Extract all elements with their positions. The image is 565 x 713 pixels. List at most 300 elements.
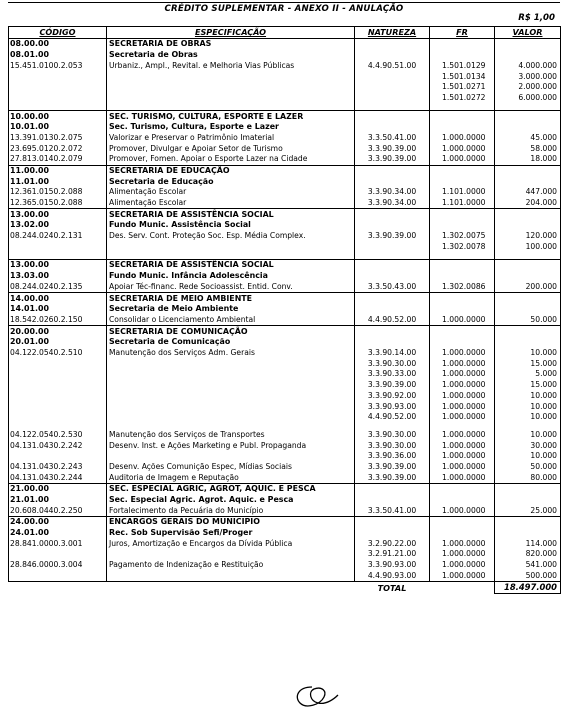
column-header-valor: VALOR: [495, 27, 561, 39]
row-fr: 1.000.0000: [430, 143, 495, 154]
table-row: [9, 390, 561, 401]
row-code: 20.01.00: [9, 337, 107, 348]
row-natureza: [355, 209, 430, 220]
row-spec: Fundo Munic. Assistência Social: [107, 220, 355, 231]
table-row: [9, 60, 561, 71]
row-fr: 1.000.0000: [430, 390, 495, 401]
row-natureza: 4.4.90.52.00: [355, 412, 430, 423]
row-natureza: 3.3.90.30.00: [355, 440, 430, 451]
row-fr: [430, 111, 495, 122]
row-natureza: [355, 176, 430, 187]
table-row: [9, 538, 561, 549]
total-row: [9, 582, 561, 594]
row-spec: Secretaria de Educação: [107, 176, 355, 187]
row-spec: Manutenção dos Serviços de Transportes: [107, 429, 355, 440]
table-row: [9, 422, 561, 429]
row-natureza: 3.3.90.93.00: [355, 401, 430, 412]
row-spec: SECRETARIA DE ASSISTÊNCIA SOCIAL: [107, 260, 355, 271]
row-valor: 30.000: [495, 440, 561, 451]
table-row: [9, 337, 561, 348]
row-spec: [107, 412, 355, 423]
row-spec: Promover, Divulgar e Apoiar Setor de Turismo: [107, 143, 355, 154]
row-code: [9, 412, 107, 423]
row-code: [9, 549, 107, 560]
row-natureza: [355, 516, 430, 527]
row-code: 08.00.00: [9, 39, 107, 50]
row-valor: 10.000: [495, 429, 561, 440]
row-natureza: 3.3.90.30.00: [355, 358, 430, 369]
row-code: 13.00.00: [9, 260, 107, 271]
table-row: [9, 50, 561, 61]
signature-mark: [290, 683, 340, 711]
row-natureza: [355, 82, 430, 93]
row-spec: Fundo Munic. Infância Adolescência: [107, 271, 355, 282]
row-code: 21.00.00: [9, 483, 107, 494]
table-row: [9, 516, 561, 527]
row-code: 24.00.00: [9, 516, 107, 527]
row-fr: 1.000.0000: [430, 315, 495, 326]
row-code: 08.01.00: [9, 50, 107, 61]
row-natureza: [355, 422, 430, 429]
table-header-row: [9, 27, 561, 39]
table-row: [9, 103, 561, 111]
row-fr: 1.101.0000: [430, 198, 495, 209]
row-fr: 1.000.0000: [430, 369, 495, 380]
row-natureza: 4.4.90.51.00: [355, 60, 430, 71]
row-spec: Consolidar o Licenciamento Ambiental: [107, 315, 355, 326]
column-header-natureza: NATUREZA: [355, 27, 430, 39]
row-code: 10.00.00: [9, 111, 107, 122]
row-spec: [107, 82, 355, 93]
row-valor: [495, 293, 561, 304]
row-valor: 204.000: [495, 198, 561, 209]
row-code: [9, 401, 107, 412]
row-valor: 10.000: [495, 401, 561, 412]
table-row: [9, 82, 561, 93]
row-natureza: [355, 39, 430, 50]
row-fr: 1.000.0000: [430, 451, 495, 462]
table-row: [9, 472, 561, 483]
row-code: 11.00.00: [9, 165, 107, 176]
row-valor: 120.000: [495, 231, 561, 242]
row-valor: [495, 271, 561, 282]
row-valor: 200.000: [495, 281, 561, 292]
row-code: [9, 380, 107, 391]
row-spec: Rec. Sob Supervisão Sefi/Proger: [107, 528, 355, 539]
column-header-especificacao: ESPECIFICAÇÃO: [107, 27, 355, 39]
row-code: 13.391.0130.2.075: [9, 133, 107, 144]
row-fr: [430, 209, 495, 220]
row-code: [9, 252, 107, 260]
row-natureza: 3.3.90.39.00: [355, 231, 430, 242]
table-row: [9, 231, 561, 242]
row-code: [9, 570, 107, 581]
row-natureza: 3.2.91.21.00: [355, 549, 430, 560]
row-spec: [107, 401, 355, 412]
row-fr: [430, 165, 495, 176]
table-row: [9, 560, 561, 571]
row-natureza: 3.3.90.39.00: [355, 154, 430, 165]
row-valor: [495, 122, 561, 133]
row-spec: [107, 390, 355, 401]
row-valor: 58.000: [495, 143, 561, 154]
table-row: [9, 505, 561, 516]
row-spec: [107, 451, 355, 462]
table-row: [9, 348, 561, 359]
table-row: [9, 260, 561, 271]
row-spec: SECRETARIA DE OBRAS: [107, 39, 355, 50]
row-natureza: [355, 92, 430, 103]
row-fr: [430, 50, 495, 61]
row-valor: 6.000.000: [495, 92, 561, 103]
row-valor: 114.000: [495, 538, 561, 549]
row-code: 13.03.00: [9, 271, 107, 282]
row-valor: [495, 260, 561, 271]
table-row: [9, 429, 561, 440]
row-spec: Auditoria de Imagem e Reputação: [107, 472, 355, 483]
table-row: [9, 528, 561, 539]
row-natureza: [355, 111, 430, 122]
row-spec: Urbaniz., Ampl., Revital. e Melhoria Vias Públicas: [107, 60, 355, 71]
row-natureza: 4.4.90.52.00: [355, 315, 430, 326]
row-spec: Desenv. Inst. e Ações Marketing e Publ. Propaganda: [107, 440, 355, 451]
row-fr: 1.302.0086: [430, 281, 495, 292]
row-fr: 1.000.0000: [430, 440, 495, 451]
row-valor: [495, 304, 561, 315]
table-row: [9, 220, 561, 231]
row-fr: 1.000.0000: [430, 570, 495, 581]
row-natureza: 3.3.50.43.00: [355, 281, 430, 292]
row-code: [9, 71, 107, 82]
currency-unit: R$ 1,00: [518, 13, 555, 23]
row-spec: ENCARGOS GERAIS DO MUNICIPIO: [107, 516, 355, 527]
row-fr: 1.000.0000: [430, 538, 495, 549]
column-header-codigo: CÓDIGO: [9, 27, 107, 39]
row-fr: [430, 516, 495, 527]
table-row: [9, 176, 561, 187]
row-code: 23.695.0120.2.072: [9, 143, 107, 154]
row-valor: [495, 483, 561, 494]
table-row: [9, 380, 561, 391]
row-valor: [495, 111, 561, 122]
row-code: 04.131.0430.2.243: [9, 461, 107, 472]
row-valor: [495, 326, 561, 337]
row-fr: 1.000.0000: [430, 461, 495, 472]
table-row: [9, 293, 561, 304]
row-fr: 1.000.0000: [430, 154, 495, 165]
budget-table: [8, 26, 561, 594]
row-fr: 1.000.0000: [430, 560, 495, 571]
row-natureza: [355, 50, 430, 61]
row-code: 11.01.00: [9, 176, 107, 187]
row-spec: [107, 103, 355, 111]
table-row: [9, 241, 561, 252]
row-fr: [430, 39, 495, 50]
row-fr: 1.000.0000: [430, 348, 495, 359]
row-natureza: 3.3.90.39.00: [355, 472, 430, 483]
row-natureza: 3.3.90.34.00: [355, 198, 430, 209]
row-fr: 1.000.0000: [430, 133, 495, 144]
column-header-fr: FR: [430, 27, 495, 39]
row-code: 04.122.0540.2.530: [9, 429, 107, 440]
table-row: [9, 483, 561, 494]
row-spec: [107, 241, 355, 252]
row-valor: 10.000: [495, 451, 561, 462]
row-fr: 1.000.0000: [430, 380, 495, 391]
row-natureza: [355, 165, 430, 176]
row-natureza: 3.3.90.30.00: [355, 429, 430, 440]
row-fr: [430, 337, 495, 348]
row-spec: SEC. TURISMO, CULTURA, ESPORTE E LAZER: [107, 111, 355, 122]
row-spec: [107, 380, 355, 391]
row-spec: SEC. ESPECIAL AGRIC, AGROT, AQUIC. E PESCA: [107, 483, 355, 494]
table-row: [9, 209, 561, 220]
row-natureza: [355, 71, 430, 82]
row-valor: 80.000: [495, 472, 561, 483]
row-fr: 1.501.0129: [430, 60, 495, 71]
row-code: 13.02.00: [9, 220, 107, 231]
row-natureza: 3.3.50.41.00: [355, 133, 430, 144]
row-fr: [430, 260, 495, 271]
row-natureza: [355, 122, 430, 133]
row-code: 13.00.00: [9, 209, 107, 220]
row-code: [9, 103, 107, 111]
document-title: CRÉDITO SUPLEMENTAR - ANEXO II - ANULAÇÃO: [8, 2, 560, 16]
row-code: [9, 241, 107, 252]
row-valor: 50.000: [495, 461, 561, 472]
total-label: TOTAL: [377, 582, 407, 593]
row-code: 14.00.00: [9, 293, 107, 304]
row-spec: Alimentação Escolar: [107, 187, 355, 198]
row-code: 12.365.0150.2.088: [9, 198, 107, 209]
row-valor: [495, 516, 561, 527]
row-code: 14.01.00: [9, 304, 107, 315]
row-spec: SECRETARIA DE MEIO AMBIENTE: [107, 293, 355, 304]
total-value: 18.497.000: [495, 582, 561, 594]
table-row: [9, 304, 561, 315]
row-natureza: 3.3.90.39.00: [355, 380, 430, 391]
row-code: 08.244.0240.2.135: [9, 281, 107, 292]
table-row: [9, 451, 561, 462]
row-natureza: [355, 495, 430, 506]
table-row: [9, 570, 561, 581]
row-natureza: 3.3.50.41.00: [355, 505, 430, 516]
row-fr: [430, 326, 495, 337]
row-fr: 1.000.0000: [430, 549, 495, 560]
row-valor: [495, 176, 561, 187]
row-natureza: [355, 528, 430, 539]
row-code: 04.131.0430.2.242: [9, 440, 107, 451]
row-code: 15.451.0100.2.053: [9, 60, 107, 71]
row-spec: SECRETARIA DE ASSISTÊNCIA SOCIAL: [107, 209, 355, 220]
row-fr: [430, 528, 495, 539]
row-fr: 1.000.0000: [430, 429, 495, 440]
table-row: [9, 440, 561, 451]
row-valor: [495, 103, 561, 111]
row-code: [9, 82, 107, 93]
row-valor: 50.000: [495, 315, 561, 326]
row-code: 28.841.0000.3.001: [9, 538, 107, 549]
table-row: [9, 154, 561, 165]
row-spec: Desenv. Ações Comunição Espec, Mídias Sociais: [107, 461, 355, 472]
row-fr: [430, 422, 495, 429]
table-row: [9, 369, 561, 380]
row-valor: [495, 495, 561, 506]
row-valor: [495, 39, 561, 50]
row-code: [9, 390, 107, 401]
row-spec: SECRETARIA DE COMUNICAÇÃO: [107, 326, 355, 337]
row-valor: [495, 337, 561, 348]
row-code: 27.813.0140.2.079: [9, 154, 107, 165]
table-row: [9, 549, 561, 560]
row-spec: [107, 71, 355, 82]
table-row: [9, 92, 561, 103]
row-fr: [430, 271, 495, 282]
table-row: [9, 39, 561, 50]
table-row: [9, 326, 561, 337]
row-valor: 5.000: [495, 369, 561, 380]
row-fr: 1.101.0000: [430, 187, 495, 198]
row-natureza: [355, 241, 430, 252]
row-natureza: 3.3.90.14.00: [355, 348, 430, 359]
row-natureza: [355, 326, 430, 337]
table-row: [9, 495, 561, 506]
row-fr: [430, 176, 495, 187]
row-code: [9, 451, 107, 462]
row-code: 04.131.0430.2.244: [9, 472, 107, 483]
row-spec: Valorizar e Preservar o Patrimônio Imaterial: [107, 133, 355, 144]
row-valor: 25.000: [495, 505, 561, 516]
row-fr: 1.000.0000: [430, 505, 495, 516]
row-spec: Promover, Fomen. Apoiar o Esporte Lazer na Cidade: [107, 154, 355, 165]
row-valor: 15.000: [495, 380, 561, 391]
row-natureza: 3.3.90.39.00: [355, 143, 430, 154]
row-spec: Fortalecimento da Pecuária do Município: [107, 505, 355, 516]
row-code: [9, 422, 107, 429]
row-fr: [430, 304, 495, 315]
row-spec: [107, 358, 355, 369]
row-valor: [495, 220, 561, 231]
row-valor: 3.000.000: [495, 71, 561, 82]
row-fr: [430, 483, 495, 494]
row-valor: [495, 209, 561, 220]
row-fr: 1.501.0271: [430, 82, 495, 93]
row-valor: [495, 422, 561, 429]
row-valor: 45.000: [495, 133, 561, 144]
table-row: [9, 122, 561, 133]
row-natureza: 3.3.90.39.00: [355, 461, 430, 472]
row-code: 20.00.00: [9, 326, 107, 337]
row-natureza: [355, 271, 430, 282]
row-fr: [430, 103, 495, 111]
table-row: [9, 358, 561, 369]
row-fr: 1.302.0078: [430, 241, 495, 252]
row-code: 04.122.0540.2.510: [9, 348, 107, 359]
row-code: [9, 358, 107, 369]
table-row: [9, 111, 561, 122]
row-code: 24.01.00: [9, 528, 107, 539]
row-code: 20.608.0440.2.250: [9, 505, 107, 516]
row-fr: 1.302.0075: [430, 231, 495, 242]
row-spec: Pagamento de Indenização e Restituição: [107, 560, 355, 571]
row-valor: [495, 252, 561, 260]
table-row: [9, 461, 561, 472]
row-spec: Secretaria de Comunicação: [107, 337, 355, 348]
row-natureza: 3.3.90.34.00: [355, 187, 430, 198]
table-row: [9, 252, 561, 260]
row-natureza: 4.4.90.93.00: [355, 570, 430, 581]
row-valor: 15.000: [495, 358, 561, 369]
row-valor: 820.000: [495, 549, 561, 560]
row-valor: 10.000: [495, 412, 561, 423]
row-natureza: [355, 220, 430, 231]
row-fr: 1.000.0000: [430, 401, 495, 412]
row-spec: SECRETARIA DE EDUCAÇÃO: [107, 165, 355, 176]
row-natureza: 3.2.90.22.00: [355, 538, 430, 549]
row-code: 08.244.0240.2.131: [9, 231, 107, 242]
table-row: [9, 412, 561, 423]
row-fr: 1.000.0000: [430, 358, 495, 369]
row-natureza: [355, 304, 430, 315]
table-row: [9, 271, 561, 282]
row-valor: 541.000: [495, 560, 561, 571]
row-fr: [430, 495, 495, 506]
row-spec: [107, 252, 355, 260]
row-natureza: 3.3.90.36.00: [355, 451, 430, 462]
row-valor: 500.000: [495, 570, 561, 581]
row-fr: [430, 122, 495, 133]
row-natureza: [355, 252, 430, 260]
table-row: [9, 143, 561, 154]
table-row: [9, 198, 561, 209]
row-valor: 2.000.000: [495, 82, 561, 93]
row-code: 12.361.0150.2.088: [9, 187, 107, 198]
row-spec: [107, 422, 355, 429]
row-spec: Secretaria de Obras: [107, 50, 355, 61]
table-row: [9, 281, 561, 292]
row-valor: 18.000: [495, 154, 561, 165]
row-spec: [107, 570, 355, 581]
row-code: 10.01.00: [9, 122, 107, 133]
row-spec: [107, 92, 355, 103]
row-fr: 1.000.0000: [430, 472, 495, 483]
row-natureza: 3.3.90.92.00: [355, 390, 430, 401]
row-valor: [495, 165, 561, 176]
table-row: [9, 187, 561, 198]
row-code: [9, 92, 107, 103]
row-fr: [430, 220, 495, 231]
row-natureza: [355, 260, 430, 271]
row-spec: [107, 369, 355, 380]
row-code: [9, 369, 107, 380]
table-row: [9, 401, 561, 412]
row-valor: 10.000: [495, 348, 561, 359]
row-code: 28.846.0000.3.004: [9, 560, 107, 571]
row-natureza: 3.3.90.33.00: [355, 369, 430, 380]
row-fr: 1.000.0000: [430, 412, 495, 423]
row-valor: 10.000: [495, 390, 561, 401]
row-spec: Secretaria de Meio Ambiente: [107, 304, 355, 315]
row-valor: [495, 50, 561, 61]
row-spec: Sec. Turismo, Cultura, Esporte e Lazer: [107, 122, 355, 133]
row-natureza: [355, 293, 430, 304]
table-row: [9, 315, 561, 326]
table-row: [9, 165, 561, 176]
row-fr: [430, 252, 495, 260]
row-spec: Apoiar Téc-financ. Rede Socioassist. Entid. Conv.: [107, 281, 355, 292]
row-natureza: [355, 337, 430, 348]
row-code: 18.542.0260.2.150: [9, 315, 107, 326]
